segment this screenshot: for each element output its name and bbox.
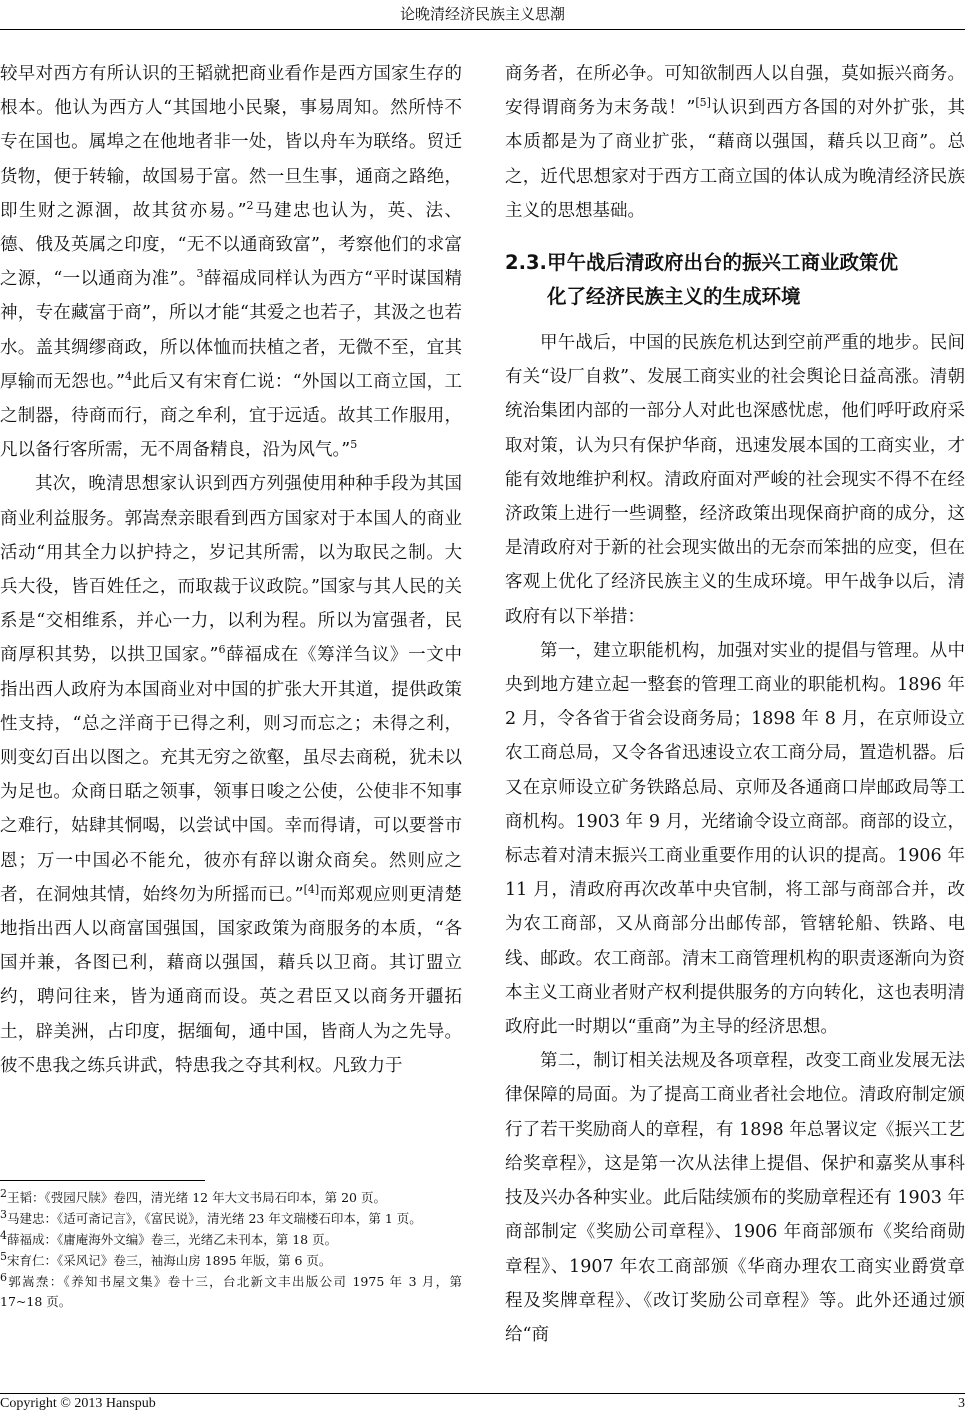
paragraph-4: 甲午战后，中国的民族危机达到空前严重的地步。民间有关“设厂自救”、发展工商实业的社会舆论日益高涨。清朝统治集团内部的一部分人对此也深感忧虑，他们呼吁政府采取对策，认为只有保护华商，迅速发展本国的工商实业，才能有效地维护利权。清政府面对严峻的社会现实不得不在经济政策上进行一些调整，经济政策出现保商护商的成分，这是清政府对于新的社会现实做出的无奈而笨拙的应变，但在客观上优化了经济民族主义的生成环境。甲午战争以后，清政府有以下举措： (505, 333, 965, 627)
citation-ref: [5] (695, 96, 711, 110)
page-number: 3 (958, 1396, 965, 1411)
paragraph-text: 较早对西方有所认识的王韬就把商业看作是西方国家生存的根本。他认为西方人“其国地小民聚，事易周知。然所恃不专在国也。属埠之在他地者非一处，皆以舟车为联络。贸迁货物，便于转输，故国易于富。然一旦生事，通商之路绝，即生财之源涸，故其贫亦易。” (0, 64, 462, 221)
paragraph-text: 而郑观应则更清楚地指出西人以商富国强国，国家政策为商服务的本质，“各国并兼，各图已利，藉商以强国，藉兵以卫商。其订盟立约，聘问往来，皆为通商而设。英之君臣又以商务开疆拓土，辟美洲，占印度，据缅甸，通中国，皆商人为之先导。彼不患我之练兵讲武，特患我之夺其利权。凡致力于 (0, 884, 463, 1076)
footnote-text: 宋育仁：《采风记》卷三，袖海山房 1895 年版，第 6 页。 (7, 1253, 332, 1268)
copyright: Copyright © 2013 Hanspub (0, 1396, 156, 1411)
footnote-number: 6 (0, 1270, 7, 1284)
section-heading (505, 246, 965, 314)
footnote (0, 1230, 462, 1250)
paragraph-2 (0, 467, 462, 1083)
paragraph-text: 商务者，在所必争。可知欲制西人以自强，莫如振兴商务。安得谓商务为末务哉！” (505, 64, 965, 119)
footnotes (0, 1188, 462, 1313)
citation-ref: [4] (303, 883, 320, 897)
paragraph-3 (505, 57, 965, 228)
footnote-number: 5 (0, 1249, 7, 1263)
footnote-text: 马建忠：《适可斋记言》，《富民说》，清光绪 23 年文瑞楼石印本，第 1 页。 (7, 1211, 422, 1226)
paragraph-text: 此后又有宋育仁说：“外国以工商立国，工之制器，待商而行，商之牟利，宜于远适。故其工作服用，凡以备行客所需，无不周备精良，沿为风气。” (0, 371, 462, 461)
footnote (0, 1209, 462, 1229)
footnote-number: 4 (0, 1228, 7, 1242)
footnote (0, 1251, 462, 1271)
paragraph-text: 薛福成同样认为西方“平时谋国精神，专在藏富于商”，所以才能“其爱之也若子，其汲之也若水。盖其绸缪商政，所以体恤而扶植之者，无微不至，宜其厚输而无怨也。” (0, 269, 462, 392)
footnote-rule (0, 1180, 205, 1181)
left-column (0, 57, 462, 1083)
footnote-number: 2 (0, 1186, 7, 1200)
footnote-ref: 5 (350, 438, 358, 452)
running-header: 论晚清经济民族主义思潮 (399, 5, 565, 23)
paragraph-text: 认识到西方各国的对外扩张，其本质都是为了商业扩张，“藉商以强国，藉兵以卫商”。总之，近代思想家对于西方工商立国的体认成为晚清经济民族主义的思想基础。 (505, 98, 965, 221)
footnote-ref: 4 (124, 370, 132, 383)
footnote (0, 1272, 462, 1312)
footnote-text: 郭嵩焘：《养知书屋文集》卷十三，台北新文丰出版公司 1975 年 3 月，第 17~18 页。 (0, 1274, 462, 1309)
footnote-ref: 2 (246, 198, 254, 212)
paragraph-5: 第一，建立职能机构，加强对实业的提倡与管理。从中央到地方建立起一整套的管理工商业的职能机构。1896 年 2 月，令各省于省会设商务局；1898 年 8 月，在京师设立农工商总局，又令各省迅速设立农工商分局，置造机器。后又在京师设立矿务铁路总局、京师及各通商口岸邮政局等工商机构。1903 年 9 月，光绪谕令设立商部。商部的设立，标志着对清末振兴工商业重要作用的认识的提高。1906 年 11 月，清政府再次改革中央官制，将工部与商部合并，改为农工商部，又从商部分出邮传部，管辖轮船、铁路、电线、邮政。农工商部。清末工商管理机构的职责逐渐向为资本主义工商业者财产权利提供服务的方向转化，这也表明清政府此一时期以“重商”为主导的经济思想。 (505, 640, 965, 1038)
footnote-text: 薛福成：《庸庵海外文编》卷三，光绪乙未刊本，第 18 页。 (7, 1232, 338, 1247)
paragraph-text: 马建忠也认为，英、法、德、俄及英属之印度，“无不以通商致富”，考察他们的求富之源，“一以通商为准”。 (0, 200, 462, 290)
right-column (505, 57, 965, 1352)
section-title-line-2: 化了经济民族主义的生成环境 (547, 285, 801, 309)
paragraph-6: 第二，制订相关法规及各项章程，改变工商业发展无法律保障的局面。为了提高工商业者社会地位。清政府制定颁行了若干奖励商人的章程，有 1898 年总署议定《振兴工艺给奖章程》，这是第一次从法律上提倡、保护和嘉奖从事科技及兴办各种实业。此后陆续颁布的奖励章程还有 1903 年商部制定《奖励公司章程》、1906 年商部颁布《奖给商勋章程》、1907 年农工商部颁《华商办理农工商实业爵赏章程及奖牌章程》、《改订奖励公司章程》等。此外还通过颁给“商 (505, 1051, 965, 1345)
paragraph-text: 其次，晚清思想家认识到西方列强使用种种手段为其国商业利益服务。郭嵩焘亲眼看到西方国家对于本国人的商业活动“用其全力以护持之，岁记其所需，以为取民之制。大兵大役，皆百姓任之，而取裁于议政院。”国家与其人民的关系是“交相维系，并心一力，以利为程。所以为富强者，民商厚积其势，以拱卫国家。” (0, 474, 462, 666)
section-title-line-1: 甲午战后清政府出台的振兴工商业政策优 (547, 251, 899, 275)
section-number: 2.3. (505, 251, 547, 275)
footnote-ref: 3 (196, 267, 204, 281)
footnote-text: 王韬：《弢园尺牍》卷四，清光绪 12 年大文书局石印本，第 20 页。 (7, 1190, 386, 1205)
footnote-number: 3 (0, 1207, 7, 1221)
footnote-ref: 6 (218, 643, 226, 657)
header-rule (0, 29, 965, 30)
footnote (0, 1188, 462, 1208)
paragraph-text: 薛福成在《筹洋刍议》一文中指出西人政府为本国商业对中国的扩张大开其道，提供政策性支持，“总之洋商于已得之利，则习而忘之；未得之利，则变幻百出以图之。充其无穷之欲壑，虽尽去商税，犹未以为足也。众商日聒之领事，领事日唆之公使，公使非不知事之难行，姑肆其恫喝，以尝试中国。幸而得请，可以要誉市恩；万一中国必不能允，彼亦有辞以谢众商矣。然则应之者，在洞烛其情，始终勿为所摇而已。” (0, 645, 462, 905)
footer-rule (0, 1393, 965, 1394)
paragraph-1 (0, 57, 462, 467)
